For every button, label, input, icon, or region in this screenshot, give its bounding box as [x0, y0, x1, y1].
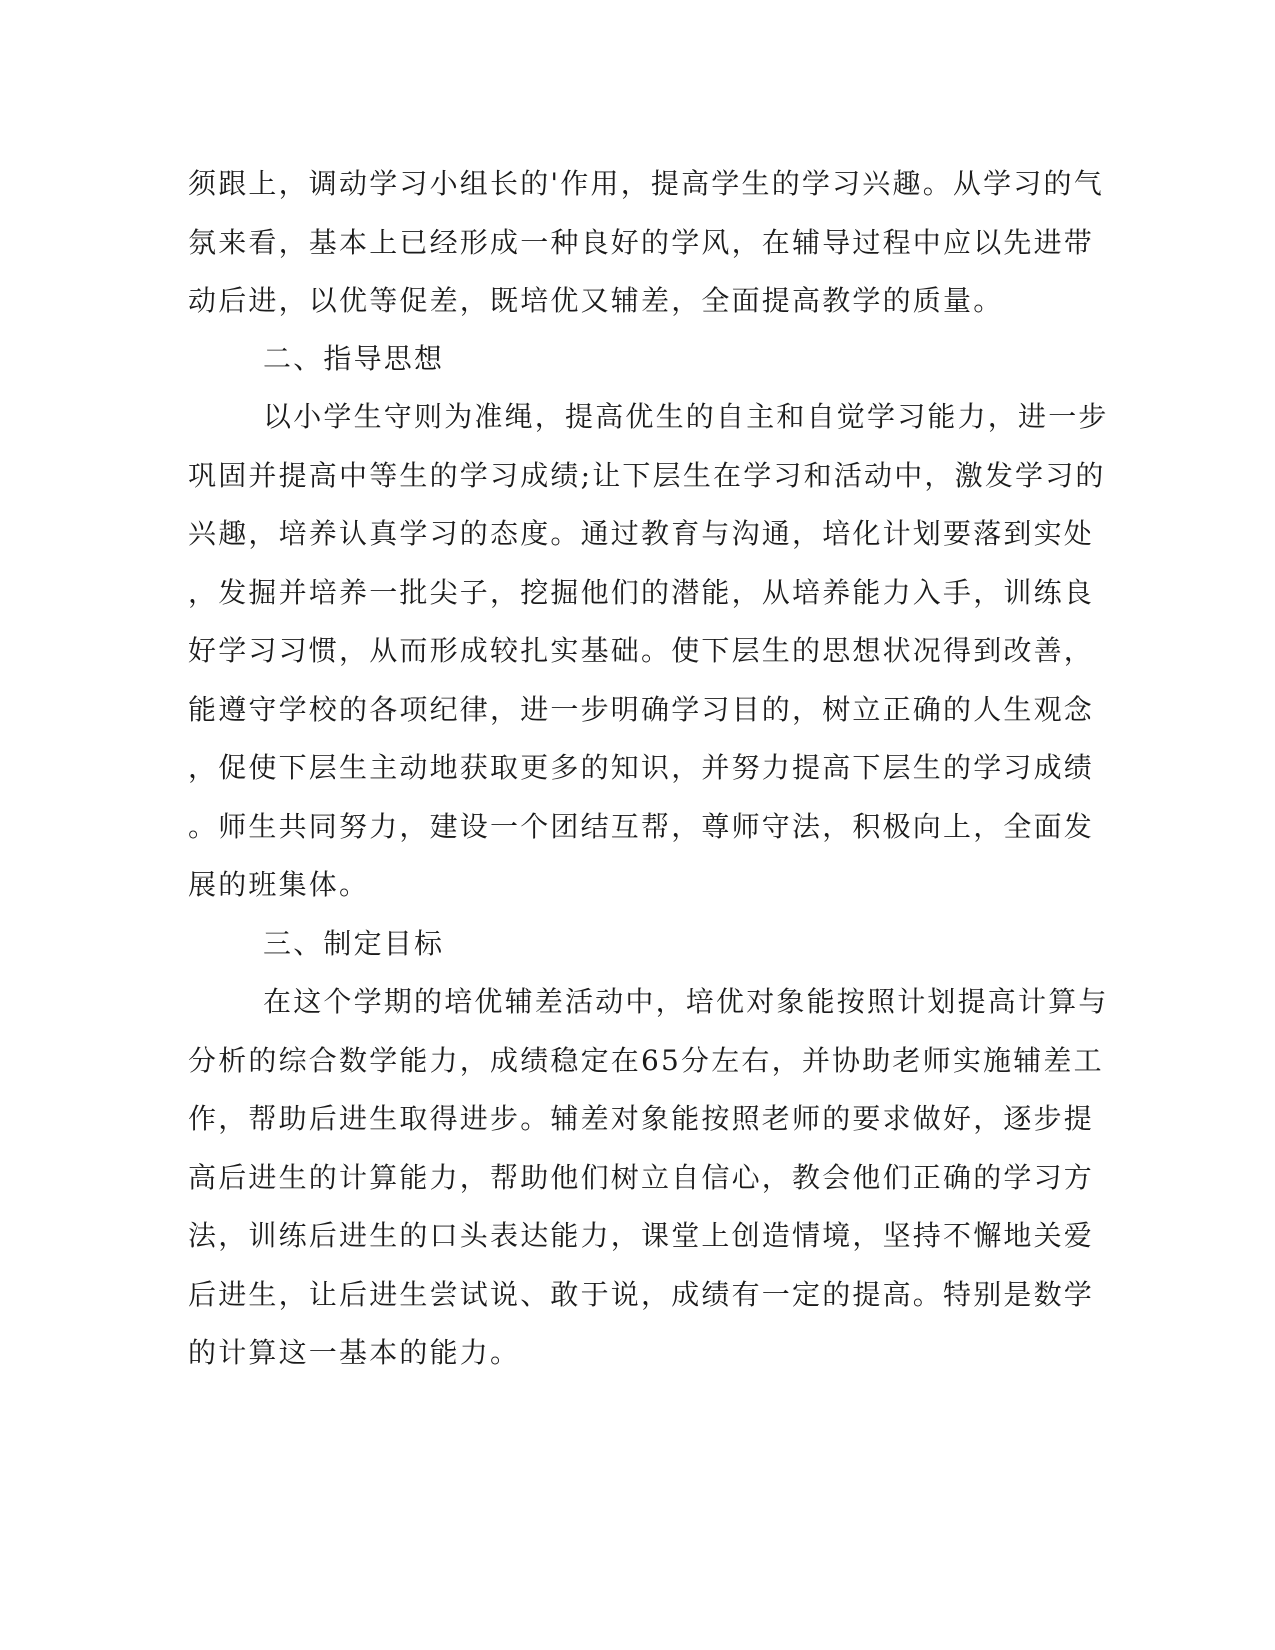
- paragraph-line: 动后进，以优等促差，既培优又辅差，全面提高教学的质量。: [188, 284, 1004, 317]
- paragraph-line: 后进生，让后进生尝试说、敢于说，成绩有一定的提高。特别是数学: [188, 1278, 1095, 1311]
- paragraph-line: 。师生共同努力，建设一个团结互帮，尊师守法，积极向上，全面发: [188, 810, 1095, 843]
- paragraph-line: 高后进生的计算能力，帮助他们树立自信心，教会他们正确的学习方: [188, 1161, 1095, 1194]
- paragraph-line: ，促使下层生主动地获取更多的知识，并努力提高下层生的学习成绩: [188, 751, 1095, 784]
- paragraph-line: 能遵守学校的各项纪律，进一步明确学习目的，树立正确的人生观念: [188, 693, 1095, 726]
- paragraph-line: 好学习习惯，从而形成较扎实基础。使下层生的思想状况得到改善，: [188, 634, 1095, 667]
- paragraph-line: 巩固并提高中等生的学习成绩;让下层生在学习和活动中，激发学习的: [188, 459, 1106, 492]
- paragraph-line: 法，训练后进生的口头表达能力，课堂上创造情境，坚持不懈地关爱: [188, 1219, 1095, 1252]
- paragraph-line: 分析的综合数学能力，成绩稳定在65分左右，并协助老师实施辅差工: [188, 1044, 1104, 1077]
- paragraph-line: 展的班集体。: [188, 868, 370, 901]
- paragraph-line: 须跟上，调动学习小组长的'作用，提高学生的学习兴趣。从学习的气: [188, 167, 1104, 200]
- paragraph-line: 兴趣，培养认真学习的态度。通过教育与沟通，培化计划要落到实处: [188, 517, 1095, 550]
- paragraph-line: 的计算这一基本的能力。: [188, 1336, 521, 1369]
- paragraph-line: 以小学生守则为准绳，提高优生的自主和自觉学习能力，进一步: [263, 400, 1109, 433]
- paragraph-line: 在这个学期的培优辅差活动中，培优对象能按照计划提高计算与: [263, 985, 1109, 1018]
- paragraph-line: 氛来看，基本上已经形成一种良好的学风，在辅导过程中应以先进带: [188, 226, 1095, 259]
- section-heading: 三、制定目标: [263, 927, 445, 960]
- paragraph-line: ，发掘并培养一批尖子，挖掘他们的潜能，从培养能力入手，训练良: [188, 576, 1095, 609]
- section-heading: 二、指导思想: [263, 342, 445, 375]
- paragraph-line: 作，帮助后进生取得进步。辅差对象能按照老师的要求做好，逐步提: [188, 1102, 1095, 1135]
